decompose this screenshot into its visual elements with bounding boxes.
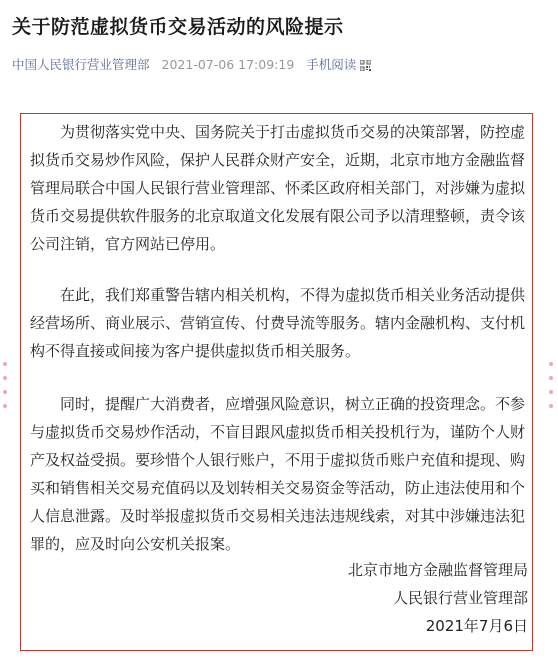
paragraph-1: 为贯彻落实党中央、国务院关于打击虚拟货币交易的决策部署，防控虚拟货币交易炒作风险，保护人民群众财产安全，近期，北京市地方金融监督管理局联合中国人民银行营业管理部、怀柔区政府相关部门，对涉嫌为虚拟货币交易提供软件服务的北京取道文化发展有限公司予以清理整顿，责令该公司注销，官方网站已停用。 [30, 123, 526, 253]
mobile-read-link[interactable]: 手机阅读 [306, 57, 357, 72]
notice-body [30, 118, 528, 581]
source-link[interactable]: 中国人民银行营业管理部 [12, 57, 150, 72]
signature-org-1: 北京市地方金融监督管理局 [347, 561, 528, 579]
signature-block [348, 556, 528, 640]
left-scroll-indicator [1, 362, 9, 418]
publish-datetime: 2021-07-06 17:09:19 [161, 56, 295, 72]
qr-code-icon[interactable] [360, 59, 371, 70]
signature-org-2: 人民银行营业管理部 [392, 589, 528, 607]
article-meta [12, 55, 371, 73]
right-scroll-indicator [547, 362, 555, 418]
article-title: 关于防范虚拟货币交易活动的风险提示 [12, 16, 344, 38]
signature-date: 2021年7月6日 [425, 617, 528, 635]
paragraph-3: 同时，提醒广大消费者，应增强风险意识，树立正确的投资理念。不参与虚拟货币交易炒作活动，不盲目跟风虚拟货币相关投机行为，谨防个人财产及权益受损。要珍惜个人银行账户，不用于虚拟货币账户充值和提现、购买和销售相关交易充值码以及划转相关交易资金等活动，防止违法使用和个人信息泄露。及时举报虚拟货币交易相关违法违规线索，对其中涉嫌违法犯罪的，应及时向公安机关报案。 [30, 395, 526, 553]
paragraph-2: 在此，我们郑重警告辖内相关机构，不得为虚拟货币相关业务活动提供经营场所、商业展示、营销宣传、付费导流等服务。辖内金融机构、支付机构不得直接或间接为客户提供虚拟货币相关服务。 [30, 286, 526, 360]
